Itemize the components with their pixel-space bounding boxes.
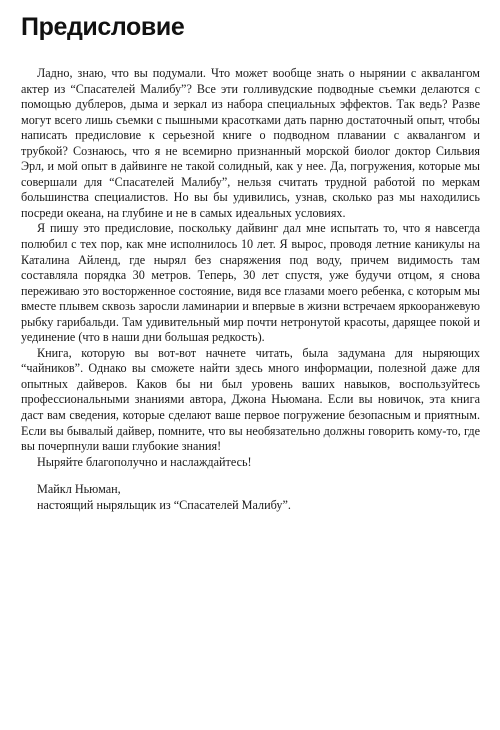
paragraph-1: Ладно, знаю, что вы подумали. Что может вообще знать о нырянии с аквалангом актер из “Спасателей Малибу”? Все эти голливудские подводные съемки делаются с помощью дублеров, дыма и зеркал из набора специальных эффектов. Так ведь? Разве могут всего лишь съемки с пышными красотками дать парню достаточный опыт, чтобы написать предисловие к серьезной книге о подводном плавании с аквалангом и трубкой? Сознаюсь, что я не всемирно признанный морской биолог доктор Сильвия Эрл, и мой опыт в дайвинге не такой солидный, как у нее. Да, погружения, которые мы совершали для “Спасателей Малибу”, нельзя считать трудной работой по меркам большинства специалистов. Но вы бы удивились, узнав, сколько раз мы находились посреди океана, на глубине и не в самых идеальных условиях. (21, 66, 480, 220)
foreword-body (21, 66, 480, 470)
paragraph-3: Книга, которую вы вот-вот начнете читать, была задумана для ныряющих “чайников”. Однако вы сможете найти здесь много информации, полезной даже для опытных дайверов. Каков бы ни был уровень ваших навыков, воспользуйтесь профессиональными знаниями автора, Джона Ньюмана. Если вы новичок, эта книга даст вам сведения, которые сделают ваше первое погружение безопасным и приятным. Если вы бывалый дайвер, помните, что вы необязательно должны говорить кому-то, где вы почерпнули ваши глубокие знания! (21, 345, 480, 454)
signature-title: настоящий ныряльщик из “Спасателей Малибу”. (37, 497, 291, 512)
signature-name: Майкл Ньюман, (37, 482, 121, 496)
paragraph-2: Я пишу это предисловие, поскольку дайвинг дал мне испытать то, что я навсегда полюбил с тех пор, как мне исполнилось 10 лет. Я вырос, проводя летние каникулы на Каталина Айленд, где нырял без снаряжения под воду, причем видимость там составляла порядка 30 метров. Теперь, 30 лет спустя, уже будучи отцом, я снова переживаю это восторженное состояние, видя все глазами моего ребенка, с которым мы вместе плывем сквозь заросли ламинарии и впервые в жизни встречаем яркооранжевую рыбку гарибальди. Там удивительный мир почти нетронутой красоты, дарящее покой и уединение (что в наши дни большая редкость). (21, 221, 480, 345)
chapter-title: Предисловие (21, 13, 185, 41)
paragraph-4: Ныряйте благополучно и наслаждайтесь! (37, 454, 252, 469)
signature-block (37, 482, 477, 513)
